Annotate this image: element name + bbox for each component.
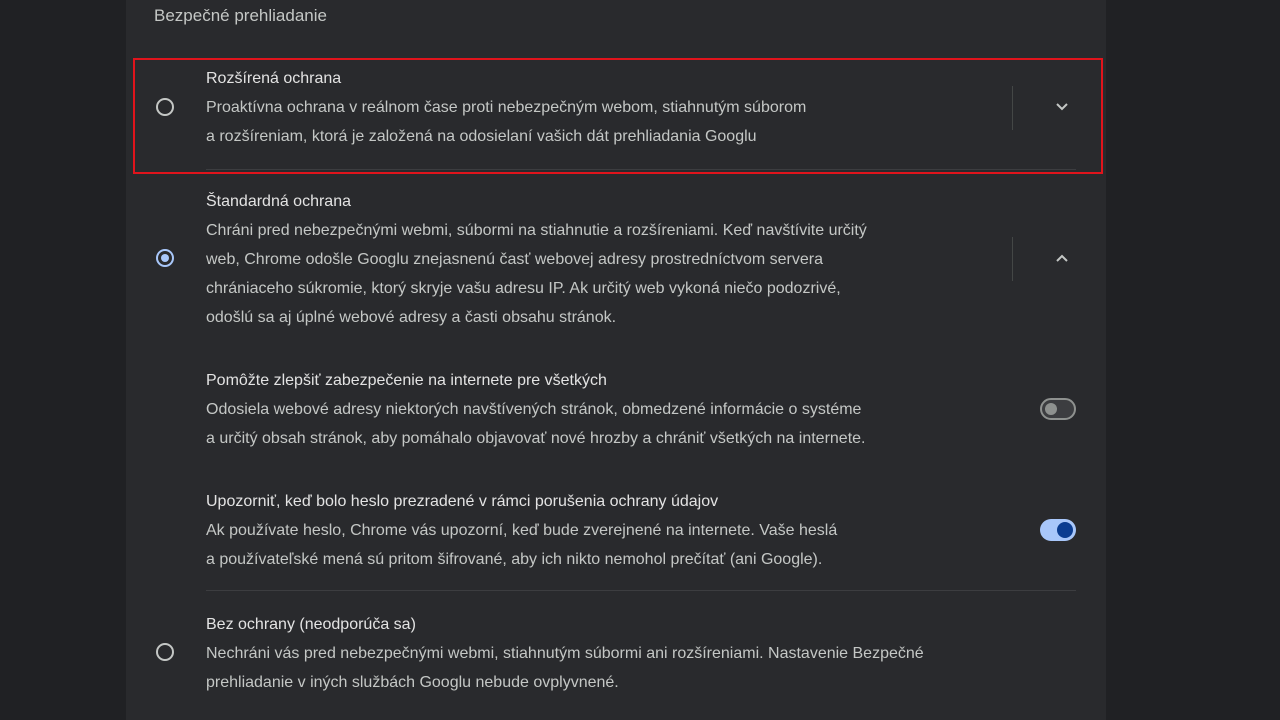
desc-line: chrániaceho súkromie, ktorý skryje vašu adresu IP. Ak určitý web vykoná niečo podozrivé, [206,280,841,297]
suboption-desc-password-warn [206,516,837,574]
highlight-frame [133,58,1103,174]
toggle-knob [1045,403,1057,415]
toggle-password-warning[interactable] [1040,519,1076,541]
desc-line: Nechráni vás pred nebezpečnými webmi, stiahnutým súbormi ani rozšíreniami. Nastavenie Bezpečné [206,645,924,662]
radio-no-protection[interactable] [156,643,174,661]
option-title-standard[interactable]: Štandardná ochrana [206,193,351,210]
desc-line: web, Chrome odošle Googlu znejasnenú časť webovej adresy prostredníctvom servera [206,251,823,268]
section-title: Bezpečné prehliadanie [154,6,327,25]
option-title-none[interactable]: Bez ochrany (neodporúča sa) [206,616,416,633]
chevron-up-icon[interactable] [1052,248,1072,268]
desc-line: Proaktívna ochrana v reálnom čase proti nebezpečným webom, stiahnutým súborom [206,99,807,116]
suboption-title-improve: Pomôžte zlepšiť zabezpečenie na internete pre všetkých [206,372,607,389]
toggle-knob [1057,522,1073,538]
radio-standard-protection[interactable] [156,249,174,267]
desc-line: Odosiela webové adresy niektorých navštívených stránok, obmedzené informácie o systéme [206,401,862,418]
desc-line: Ak používate heslo, Chrome vás upozorní, keď bude zverejnené na internete. Vaše heslá [206,522,838,539]
desc-line: a rozšíreniam, ktorá je založená na odosielaní vašich dát prehliadania Googlu [206,128,757,145]
desc-line: a určitý obsah stránok, aby pomáhalo objavovať nové hrozby a chrániť všetkých na internete. [206,430,866,447]
suboption-desc-improve [206,395,865,453]
desc-line: prehliadanie v iných službách Googlu nebude ovplyvnené. [206,674,619,691]
toggle-improve-security[interactable] [1040,398,1076,420]
desc-line: odošlú sa aj úplné webové adresy a časti obsahu stránok. [206,309,617,326]
desc-line: Chráni pred nebezpečnými webmi, súbormi na stiahnutie a rozšíreniami. Keď navštívite určitý [206,222,867,239]
option-desc-standard [206,216,867,332]
separator [1012,237,1013,281]
option-desc-none [206,639,924,697]
suboption-title-password-warn: Upozorniť, keď bolo heslo prezradené v rámci porušenia ochrany údajov [206,493,719,510]
option-title-enhanced[interactable]: Rozšírená ochrana [206,70,342,87]
desc-line: a používateľské mená sú pritom šifrované, aby ich nikto nemohol prečítať (ani Google). [206,551,823,568]
divider [206,590,1076,591]
